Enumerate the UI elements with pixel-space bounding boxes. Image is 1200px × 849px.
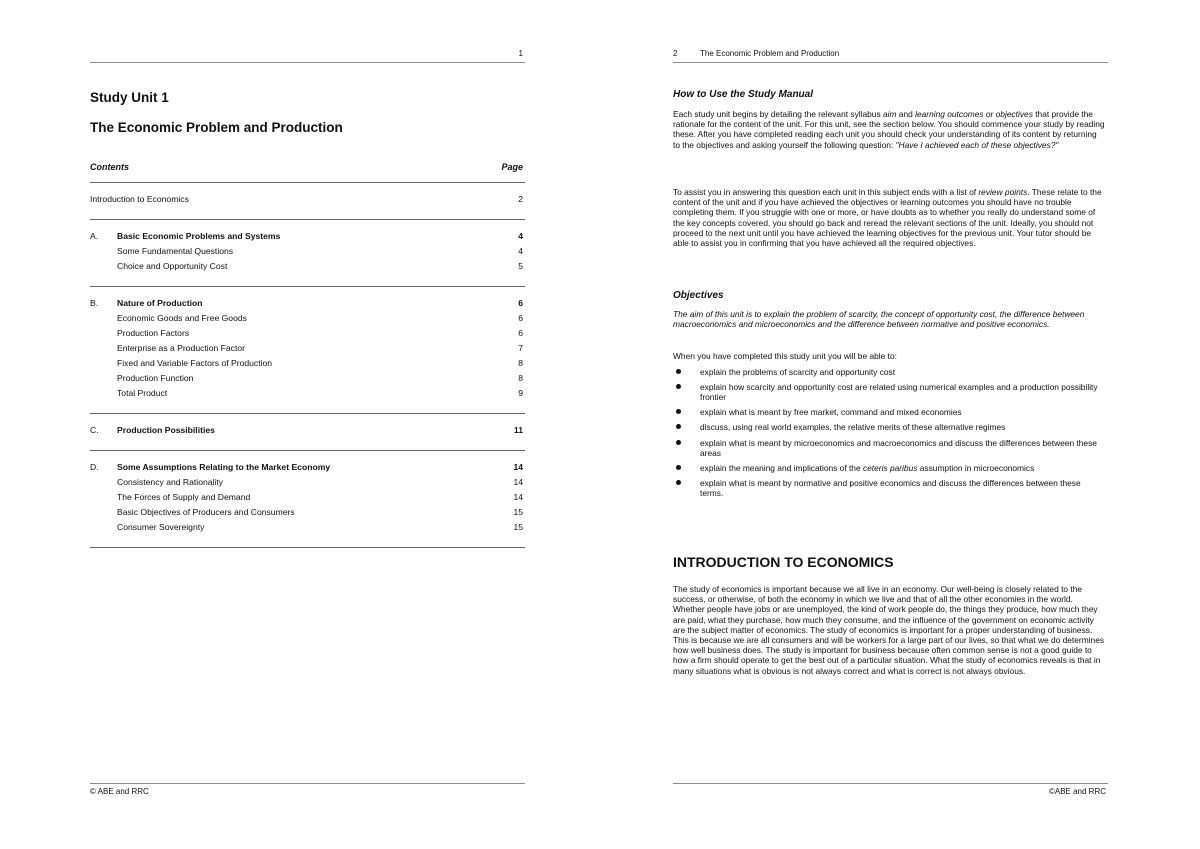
toc-subentry[interactable]	[90, 521, 525, 536]
page-column-label: Page	[501, 162, 523, 172]
toc-entry-title: Introduction to Economics	[90, 194, 189, 204]
toc-entry-title: Economic Goods and Free Goods	[117, 313, 247, 323]
toc-subentry[interactable]	[90, 491, 525, 506]
footer-copyright: © ABE and RRC	[90, 787, 149, 796]
toc-entry-page: 8	[518, 358, 523, 368]
toc-entry-introduction[interactable]	[90, 193, 525, 208]
text-run: Each study unit begins by detailing the relevant syllabus	[673, 109, 883, 119]
toc-entry-title: Basic Economic Problems and Systems	[117, 231, 281, 241]
introduction-heading: INTRODUCTION TO ECONOMICS	[673, 554, 894, 570]
toc-entry-page: 9	[518, 388, 523, 398]
toc-entry-title: Enterprise as a Production Factor	[117, 343, 246, 353]
bullet-icon	[676, 480, 681, 485]
objectives-aim: The aim of this unit is to explain the problem of scarcity, the concept of opportunity cost, the difference between macroeconomics and microeconomics and the difference between normative and positive economics.	[673, 309, 1085, 330]
toc-entry-title: Nature of Production	[117, 298, 203, 308]
toc-entry-title: Consumer Sovereignty	[117, 522, 205, 532]
toc-entry-page: 6	[518, 328, 523, 338]
toc-entry-section-d[interactable]	[90, 461, 525, 476]
toc-intro-section	[90, 183, 525, 219]
text-run-italic: learning outcomes or objectives	[915, 109, 1033, 119]
toc-subentry[interactable]	[90, 245, 525, 260]
toc-entry-page: 2	[518, 194, 523, 204]
toc-entry-section-c[interactable]	[90, 424, 525, 439]
toc-entry-title: Basic Objectives of Producers and Consumers	[117, 507, 295, 517]
toc-entry-title: The Forces of Supply and Demand	[117, 492, 251, 502]
toc-subentry[interactable]	[90, 506, 525, 521]
toc-entry-page: 14	[513, 477, 523, 487]
contents-label: Contents	[90, 162, 129, 172]
toc-entry-page: 4	[518, 231, 523, 241]
list-item	[673, 422, 1105, 432]
toc-entry-title: Total Product	[117, 388, 168, 398]
toc-entry-page: 14	[513, 492, 523, 502]
toc-entry-page: 5	[518, 261, 523, 271]
toc-subentry[interactable]	[90, 312, 525, 327]
toc-subentry[interactable]	[90, 387, 525, 402]
toc-subentry[interactable]	[90, 342, 525, 357]
footer-rule	[673, 783, 1108, 784]
introduction-paragraph: The study of economics is important because we all live in an economy. Our well-being is closely related to the success, or otherwise, of both the economy in which we live and that of all the other economies in the world. Whether people have jobs or are unemployed, the kind of work people do, the things they produce, how much they are paid, what they purchase, how much they consume, and the influence of the government on economic activity are the subject matter of economics. The study of economics is important for a proper understanding of business. This is because we are all consumers and will be workers for a large part of our lives, so that what we do determines how well business does. The study is important for business because often common sense is not a good guide to how a firm should operate to get the best out of a particular situation. What the study of economics reveals is that in many situations what is obvious is not always correct and what is correct is not always obvious.	[673, 584, 1105, 676]
bullet-icon	[676, 384, 681, 389]
list-item-text: explain the problems of scarcity and opportunity cost	[700, 367, 896, 377]
left-page	[90, 0, 525, 849]
list-item-text: explain what is meant by microeconomics and macroeconomics and discuss the differences between these areas	[700, 437, 1097, 458]
list-item-text: explain what is meant by free market, command and mixed economies	[700, 407, 962, 418]
how-to-use-heading: How to Use the Study Manual	[673, 89, 814, 100]
section-letter: C.	[90, 425, 99, 435]
text-run-italic: "Have I achieved each of these objectives?"	[895, 139, 1059, 150]
toc-section-d	[90, 451, 525, 547]
text-run-italic: review points	[978, 187, 1028, 197]
toc-subentry[interactable]	[90, 357, 525, 372]
toc-entry-title: Fixed and Variable Factors of Production	[117, 358, 273, 368]
list-item	[673, 382, 1105, 402]
how-to-paragraph-2	[673, 187, 1105, 248]
toc-entry-page: 6	[518, 313, 523, 323]
toc-entry-title: Some Fundamental Questions	[117, 246, 234, 256]
toc-entry-page: 15	[513, 507, 523, 517]
list-item	[673, 407, 1105, 417]
footer-copyright: ©ABE and RRC	[1048, 787, 1106, 796]
toc-entry-page: 15	[513, 522, 523, 532]
toc-entry-page: 8	[518, 373, 523, 383]
toc-subentry[interactable]	[90, 372, 525, 387]
toc-entry-title: Some Assumptions Relating to the Market Economy	[117, 462, 331, 472]
toc-entry-page: 14	[513, 462, 523, 472]
list-item	[673, 478, 1105, 498]
footer-rule	[90, 783, 525, 784]
text-run-italic: aim	[882, 109, 897, 119]
list-item	[673, 367, 1105, 377]
header-rule	[673, 62, 1108, 63]
toc-entry-title: Choice and Opportunity Cost	[117, 261, 228, 271]
bullet-icon	[676, 424, 681, 429]
toc-entry-section-a[interactable]	[90, 230, 525, 245]
section-letter: D.	[90, 462, 99, 472]
toc-header	[90, 162, 525, 182]
objectives-heading: Objectives	[673, 290, 724, 301]
study-unit-title: Study Unit 1	[90, 90, 169, 105]
toc-subentry[interactable]	[90, 327, 525, 342]
toc-entry-title: Consistency and Rationality	[117, 477, 224, 487]
list-item-text: assumption in microeconomics	[917, 462, 1035, 473]
page-number: 2	[673, 49, 678, 58]
toc-entry-title: Production Function	[117, 373, 194, 383]
list-item-text: discuss, using real world examples, the relative merits of these alternative regimes	[700, 422, 1006, 433]
section-letter: A.	[90, 231, 99, 241]
bullet-icon	[676, 369, 681, 374]
list-item-text: explain how scarcity and opportunity cost are related using numerical examples and a production possibility frontier	[700, 382, 1098, 403]
how-to-paragraph-1	[673, 109, 1105, 150]
toc-entry-page: 6	[518, 298, 523, 308]
list-item-text-italic: ceteris paribus	[862, 462, 918, 473]
objectives-list	[673, 367, 1105, 503]
right-page	[673, 0, 1108, 849]
bullet-icon	[676, 409, 681, 414]
toc-entry-page: 11	[513, 425, 523, 435]
table-of-contents	[90, 162, 525, 548]
objectives-intro: When you have completed this study unit you will be able to:	[673, 351, 897, 361]
toc-divider	[90, 547, 525, 548]
text-run: that provide the rationale for the content of the unit. For this unit, see the section below. You should commence your study by reading these. After you have completed reading each unit you should check your understanding of its content by returning to the objectives and asking yourself the following question:	[673, 109, 1105, 150]
section-letter: B.	[90, 298, 99, 308]
bullet-icon	[676, 440, 681, 445]
toc-section-c	[90, 414, 525, 450]
text-run: To assist you in answering this question each unit in this subject ends with a list of	[673, 187, 979, 197]
toc-entry-section-b[interactable]	[90, 297, 525, 312]
toc-subentry[interactable]	[90, 476, 525, 491]
list-item-text: explain the meaning and implications of the	[700, 462, 863, 473]
list-item	[673, 438, 1105, 458]
bullet-icon	[676, 465, 681, 470]
toc-entry-title: Production Factors	[117, 328, 190, 338]
toc-section-a	[90, 220, 525, 286]
toc-subentry[interactable]	[90, 260, 525, 275]
page-number: 1	[518, 49, 523, 58]
toc-entry-page: 4	[518, 246, 523, 256]
toc-entry-page: 7	[518, 343, 523, 353]
running-title: The Economic Problem and Production	[700, 49, 840, 58]
toc-section-b	[90, 287, 525, 413]
study-unit-subtitle: The Economic Problem and Production	[90, 120, 343, 135]
toc-entry-title: Production Possibilities	[117, 425, 215, 435]
text-run: . These relate to the content of the unit and if you have achieved the objectives or learning outcomes you should have no trouble completing them. If you struggle with one or more, or have doubts as to whether you really do understand some of the key concepts covered, you should go back and reread the relevant sections of the unit. Ideally, you should not proceed to the next unit until you have achieved the learning objectives for the previous unit. Your tutor should be able to assist you in confirming that you have achieved all the required objectives.	[673, 187, 1102, 249]
list-item	[673, 463, 1105, 473]
text-run: and	[896, 109, 916, 119]
header-rule	[90, 62, 525, 63]
list-item-text: explain what is meant by normative and positive economics and discuss the differences between these terms.	[700, 477, 1081, 499]
